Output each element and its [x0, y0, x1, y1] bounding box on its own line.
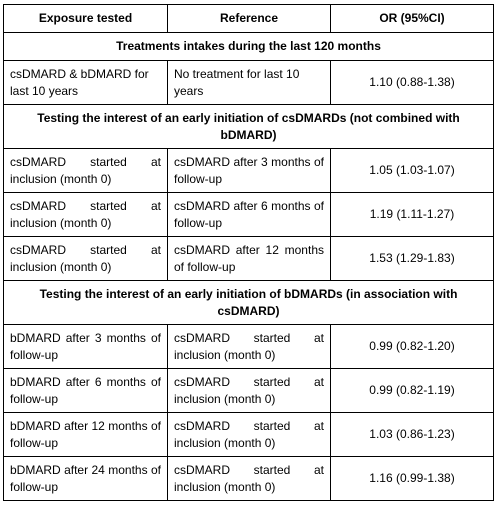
table-row: [4, 413, 494, 457]
table-row: [4, 457, 494, 501]
table-row: [4, 61, 494, 105]
exposure-cell: bDMARD after 24 months of follow-up: [4, 457, 168, 501]
section-title-csdmard: Testing the interest of an early initiation of csDMARDs (not combined with bDMARD): [4, 105, 494, 149]
header-row: [4, 5, 494, 33]
section-title-treatments: Treatments intakes during the last 120 months: [4, 33, 494, 61]
exposure-cell: bDMARD after 3 months of follow-up: [4, 325, 168, 369]
section-heading: [4, 33, 494, 61]
header-reference: Reference: [168, 5, 331, 33]
header-exposure: Exposure tested: [4, 5, 168, 33]
reference-cell: csDMARD started at inclusion (month 0): [168, 369, 331, 413]
or-cell: 1.53 (1.29-1.83): [331, 237, 494, 281]
header-or: OR (95%CI): [331, 5, 494, 33]
table-row: [4, 369, 494, 413]
exposure-cell: bDMARD after 6 months of follow-up: [4, 369, 168, 413]
or-cell: 1.05 (1.03-1.07): [331, 149, 494, 193]
section-heading: [4, 105, 494, 149]
table-row: [4, 325, 494, 369]
section-heading: [4, 281, 494, 325]
or-cell: 0.99 (0.82-1.19): [331, 369, 494, 413]
or-cell: 1.19 (1.11-1.27): [331, 193, 494, 237]
reference-cell: csDMARD after 3 months of follow-up: [168, 149, 331, 193]
reference-cell: csDMARD started at inclusion (month 0): [168, 325, 331, 369]
or-cell: 1.10 (0.88-1.38): [331, 61, 494, 105]
reference-cell: csDMARD after 12 months of follow-up: [168, 237, 331, 281]
reference-cell: csDMARD started at inclusion (month 0): [168, 457, 331, 501]
exposure-cell: csDMARD started at inclusion (month 0): [4, 149, 168, 193]
reference-cell: No treatment for last 10 years: [168, 61, 331, 105]
exposure-cell: bDMARD after 12 months of follow-up: [4, 413, 168, 457]
reference-cell: csDMARD after 6 months of follow-up: [168, 193, 331, 237]
table-row: [4, 149, 494, 193]
or-cell: 0.99 (0.82-1.20): [331, 325, 494, 369]
or-cell: 1.16 (0.99-1.38): [331, 457, 494, 501]
exposure-cell: csDMARD started at inclusion (month 0): [4, 237, 168, 281]
section-title-bdmard: Testing the interest of an early initiation of bDMARDs (in association with csDMARD): [4, 281, 494, 325]
or-cell: 1.03 (0.86-1.23): [331, 413, 494, 457]
table-row: [4, 237, 494, 281]
results-table: [3, 4, 494, 501]
reference-cell: csDMARD started at inclusion (month 0): [168, 413, 331, 457]
exposure-cell: csDMARD started at inclusion (month 0): [4, 193, 168, 237]
exposure-cell: csDMARD & bDMARD for last 10 years: [4, 61, 168, 105]
table-row: [4, 193, 494, 237]
